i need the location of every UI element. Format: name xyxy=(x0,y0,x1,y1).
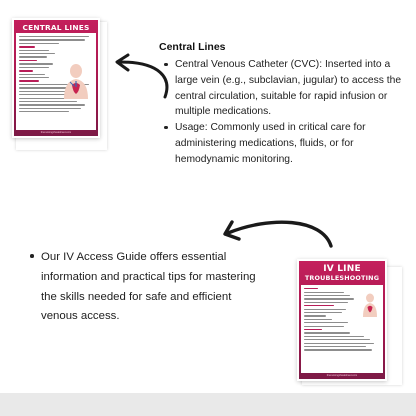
bullet-dot-icon xyxy=(30,254,34,258)
iv-guide-description: Our IV Access Guide offers essential information and practical tips for mastering the skills needed for safe and efficient venous access. xyxy=(41,251,256,323)
iv-line-doc-title-line2: TROUBLESHOOTING xyxy=(304,274,380,282)
heart-illustration-icon xyxy=(361,293,379,317)
iv-line-doc-footer: thenursingcheatsheet.com xyxy=(326,374,358,378)
central-lines-heading: Central Lines xyxy=(159,41,226,53)
bottom-band xyxy=(0,393,416,416)
central-lines-bullet-cvc: Central Venous Catheter (CVC): Inserted into a large vein (e.g., subclavian, jugular) to access the central circulation, suitable for rapid infusion or multiple medications. xyxy=(175,59,402,118)
list-item xyxy=(41,248,266,327)
iv-line-doc-title-line1: IV LINE xyxy=(323,264,361,274)
iv-guide-bullet-list xyxy=(41,248,266,327)
iv-line-doc-page xyxy=(301,285,383,373)
iv-line-doc-thumbnail[interactable] xyxy=(297,259,387,381)
central-lines-doc-title: CENTRAL LINES xyxy=(22,23,90,32)
central-lines-bullet-usage: Usage: Commonly used in critical care for administering medications, fluids, or for hemodynamic monitoring. xyxy=(175,122,366,165)
central-lines-doc-footer: thenursingcheatsheet.com xyxy=(40,131,72,135)
